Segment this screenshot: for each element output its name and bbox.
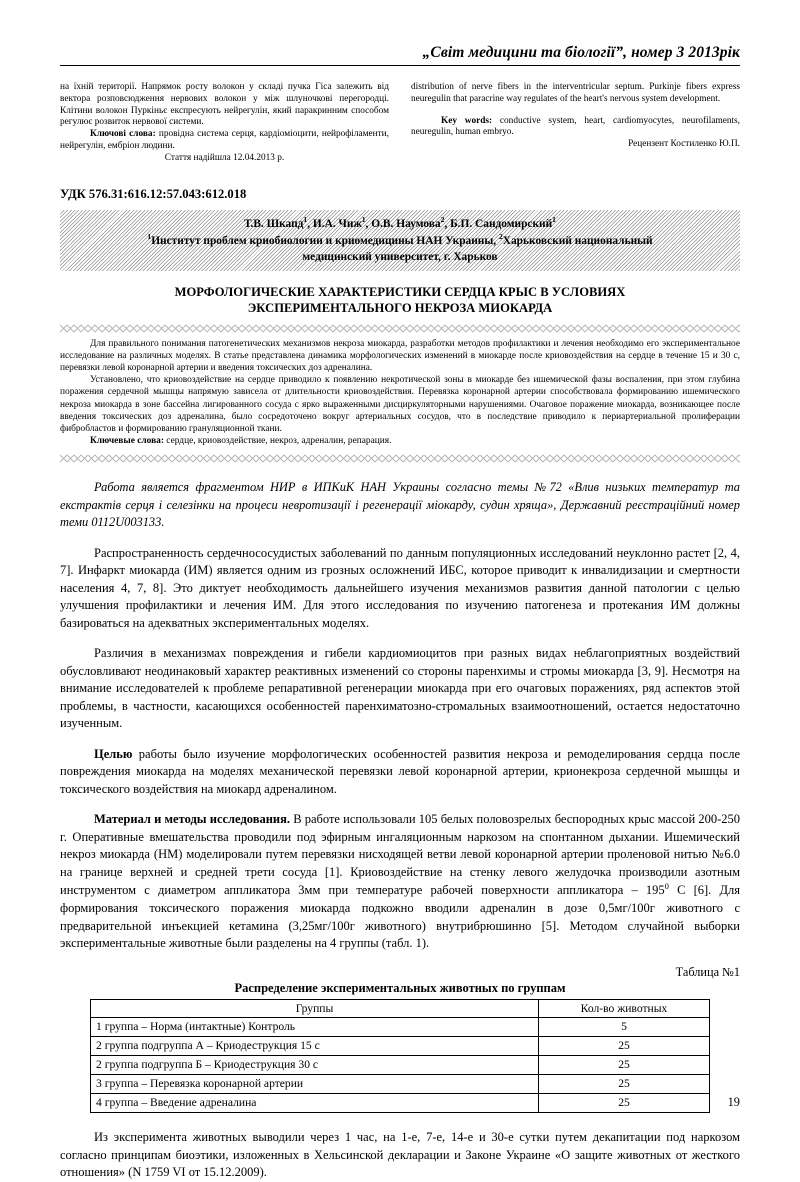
table-cell-group: 3 группа – Перевязка коронарной артерии (91, 1075, 539, 1094)
table-row (91, 1018, 710, 1037)
reviewer-line: Рецензент Костиленко Ю.П. (628, 139, 740, 150)
table-cell-group: 1 группа – Норма (интактные) Контроль (91, 1018, 539, 1037)
abstract-ru-paragraph-2: Установлено, что криовоздействие на сердце приводило к появлению некротической зоны в миокарде без ишемической фазы воспаления, при этом глубина поражения сердечной мышцы напрямую зависела от длительности криовоздействия. Перевязка коронарной артерии способствовала формированию ишемического некроза миокарда в зоне бассейна лигированного сосуда с ярко выраженными дисциркуляторными нарушениями. Очаговое поражение миокарда, возникающее после введения токсических доз адреналина, было сосредоточено вокруг артериальных сосудов, что в последствие приводило к периартериальной пролиферации фибробластов и формированию грануляционной ткани. (60, 375, 740, 434)
abstract-right-column (411, 82, 740, 165)
table-cell-count: 5 (539, 1018, 710, 1037)
body-paragraph-aim (60, 746, 740, 799)
bilingual-abstract-block (60, 82, 740, 165)
abstract-ru-block (60, 338, 740, 447)
affiliation-marker: 1 (147, 231, 152, 241)
zigzag-divider-bottom (60, 454, 740, 463)
affiliation-marker: 2 (498, 231, 503, 241)
table-cell-group: 2 группа подгруппа Б – Криодеструкция 30 с (91, 1056, 539, 1075)
article-title-line-1: МОРФОЛОГИЧЕСКИЕ ХАРАКТЕРИСТИКИ СЕРДЦА КРЫС В УСЛОВИЯХ (174, 284, 626, 299)
authors-line (88, 215, 712, 232)
body-paragraph-ethics: Из эксперимента животных выводили через 1 час, на 1-е, 7-е, 14-е и 30-е сутки путем декапитации под наркозом согласно принципам биоэтики, изложенных в Хельсинской декларации и Законе Украине «О защите животных от жесткого отношения» (N 1759 VI от 15.12.2009). (60, 1130, 740, 1179)
author-name: , И.А. Чиж (307, 217, 362, 230)
table-row (91, 1075, 710, 1094)
abstract-left-column (60, 82, 389, 165)
table-cell-count: 25 (539, 1094, 710, 1113)
aim-label: Целью (94, 746, 133, 761)
table-header-count: Кол-во животных (539, 999, 710, 1018)
page-title (60, 284, 740, 317)
funding-note: Работа является фрагментом НИР в ИПКиК НАН Украины согласно темы №72 «Влив низьких температур та екстрактів серця і селезінки на процеси невротизації і регенерації міокарду, судин хряща», Державний реєстраційний номер теми 0112U003133. (60, 480, 740, 530)
table-cell-group: 4 группа – Введение адреналина (91, 1094, 539, 1113)
zigzag-divider-top (60, 324, 740, 333)
table-caption: Распределение экспериментальных животных по группам (234, 980, 566, 995)
table-row (91, 1037, 710, 1056)
keywords-en-text: conductive system, heart, cardiomyocytes, neurofilaments, neuregulin, human embryo. (411, 115, 740, 138)
affiliation-marker: 1 (361, 214, 366, 224)
keywords-uk-text: провідна система серця, кардіоміоцити, нейрофіламенти, нейрегулін, ембріон людини. (60, 129, 389, 151)
methods-label: Материал и методы исследования. (94, 812, 290, 827)
body-paragraph-1: Распространенность сердечнососудистых заболеваний по данным популяционных исследований неуклонно растет [2, 4, 7]. Инфаркт миокарда (ИМ) является одним из грозных осложнений ИБС, которое приводит к инвалидизации и смертности населения 4, 7, 8]. Это диктует необходимость дальнейшего изучения механизмов развития данной патологии с целью улучшения профилактики и лечения ИМ. Для этого исследования по изучению патогенеза и протекания ИМ должны базироваться на адекватных экспериментальных моделях. (60, 545, 740, 630)
groups-table (90, 999, 710, 1113)
page-number: 19 (727, 1095, 740, 1109)
abstract-ru-paragraph-1: Для правильного понимания патогенетических механизмов некроза миокарда, разработки методов профилактики и лечения необходимо его экспериментальное исследование на различных моделях. В статье представлена динамика морфологических изменений в миокарде после криовоздействия на сердце в течение 15 и 30 с, перевязки левой коронарной артерии и введения токсических доз адреналина. (60, 338, 740, 374)
methods-text-b: С [6]. Для формирования токсического поражения миокарда подкожно вводили адреналин в дозе 0,5мг/100г животного с предварительной инъекцией кетамина (3,25мг/100г животного) внутрибрюшинно [5]. Методом случайной выборки экспериментальные животные были разделены на 4 группы (табл. 1). (60, 883, 740, 951)
keywords-uk-label: Ключові слова: (90, 129, 156, 140)
affiliation-line-2: медицинский университет, г. Харьков (302, 250, 498, 263)
udc-code: УДК 576.31:616.12:57.043:612.018 (60, 186, 247, 201)
table-cell-group: 2 группа подгруппа А – Криодеструкция 15 с (91, 1037, 539, 1056)
table-cell-count: 25 (539, 1056, 710, 1075)
methods-text-a: В работе использовали 105 белых половозрелых беспородных крыс массой 200-250 г. Оперативные вмешательства проводили под эфирным ингаляционным наркозом на спонтанном дыхании. Ишемический некроз миокарда (НМ) моделировали путем перевязки нисходящей ветви левой коронарной артерии проленовой нитью №6.0 на границе верхней и средней трети сосуда [1]. Криовоздействие на стенку левого желудочка производили азотным инструментом с диаметром аппликатора 3мм при температуре рабочей поверхности аппликатора – 195 (60, 812, 741, 898)
table-body (91, 1018, 710, 1113)
table-head (91, 999, 710, 1018)
degree-superscript: 0 (664, 881, 669, 892)
authors-affiliation-band (60, 210, 740, 271)
running-head-rule (60, 65, 740, 66)
table-row (91, 1056, 710, 1075)
table-header-groups: Группы (91, 999, 539, 1018)
author-name: , Б.П. Сандомирский (444, 217, 553, 230)
keywords-ru (60, 435, 740, 447)
affiliation-line-1 (88, 232, 712, 249)
author-name: , О.В. Наумова (365, 217, 441, 230)
author-name: Т.В. Шкапд (244, 217, 304, 230)
affiliation-marker: 1 (303, 214, 308, 224)
table-cell-count: 25 (539, 1075, 710, 1094)
abstract-en-paragraph: distribution of nerve fibers in the interventricular septum. Purkinje fibers express neuregulin that paracrine way regulates of the heart's nervous system development. (411, 82, 740, 104)
affiliation-marker: 1 (552, 214, 556, 224)
keywords-uk (60, 129, 389, 153)
abstract-uk-paragraph: на їхній території. Напрямок росту волокон у складі пучка Гіса залежить від вектора розповсюдження нервових волокон у між шлуночкові перегородці. Клітини волокон Пуркіньє експресують нейрегулін, який паракринним способом регулює розвиток нервової системи. (60, 82, 389, 128)
aim-text: работы было изучение морфологических особенностей развития некроза и ремоделирования сердца после повреждения миокарда на моделях механической перевязки левой коронарной артерии, крионекроза сердечной мышцы и токсического воздействия на миокард адреналином. (60, 746, 740, 796)
keywords-ru-label: Ключевые слова: (90, 435, 164, 446)
affiliation-name: Харьковский национальный (502, 234, 653, 247)
table-number-label: Таблица №1 (675, 964, 740, 979)
running-head: „Світ медицини та біології”, номер 3 2013рік (422, 44, 740, 61)
table-cell-count: 25 (539, 1037, 710, 1056)
article-title-line-2: ЭКСПЕРИМЕНТАЛЬНОГО НЕКРОЗА МИОКАРДА (247, 301, 553, 316)
affiliation-name: Институт проблем криобиологии и криомедицины НАН Украины, (151, 234, 499, 247)
keywords-en-label: Key words: (441, 115, 493, 126)
keywords-en (411, 116, 740, 140)
body-paragraph-2: Различия в механизмах повреждения и гибели кардиомиоцитов при разных видах неблагоприятных воздействий обусловливают неодинаковый характер реактивных изменений со стороны паренхимы и стромы миокарда [3, 9]. Несмотря на внимание исследователей к проблеме репаративной регенерации миокарда при его очаговых поражениях, ряд аспектов этой проблемы, в частности, касающихся особенностей паренхиматозно-стромальных взаимоотношений, остается недостаточно изученным. (60, 646, 740, 731)
table-row (91, 1094, 710, 1113)
body-paragraph-methods (60, 811, 740, 952)
table-header-row (91, 999, 710, 1018)
received-date: Стаття надійшла 12.04.2013 р. (164, 152, 285, 163)
affiliation-marker: 2 (440, 214, 445, 224)
keywords-ru-text: сердце, криовоздействие, некроз, адреналин, репарация. (163, 435, 392, 446)
